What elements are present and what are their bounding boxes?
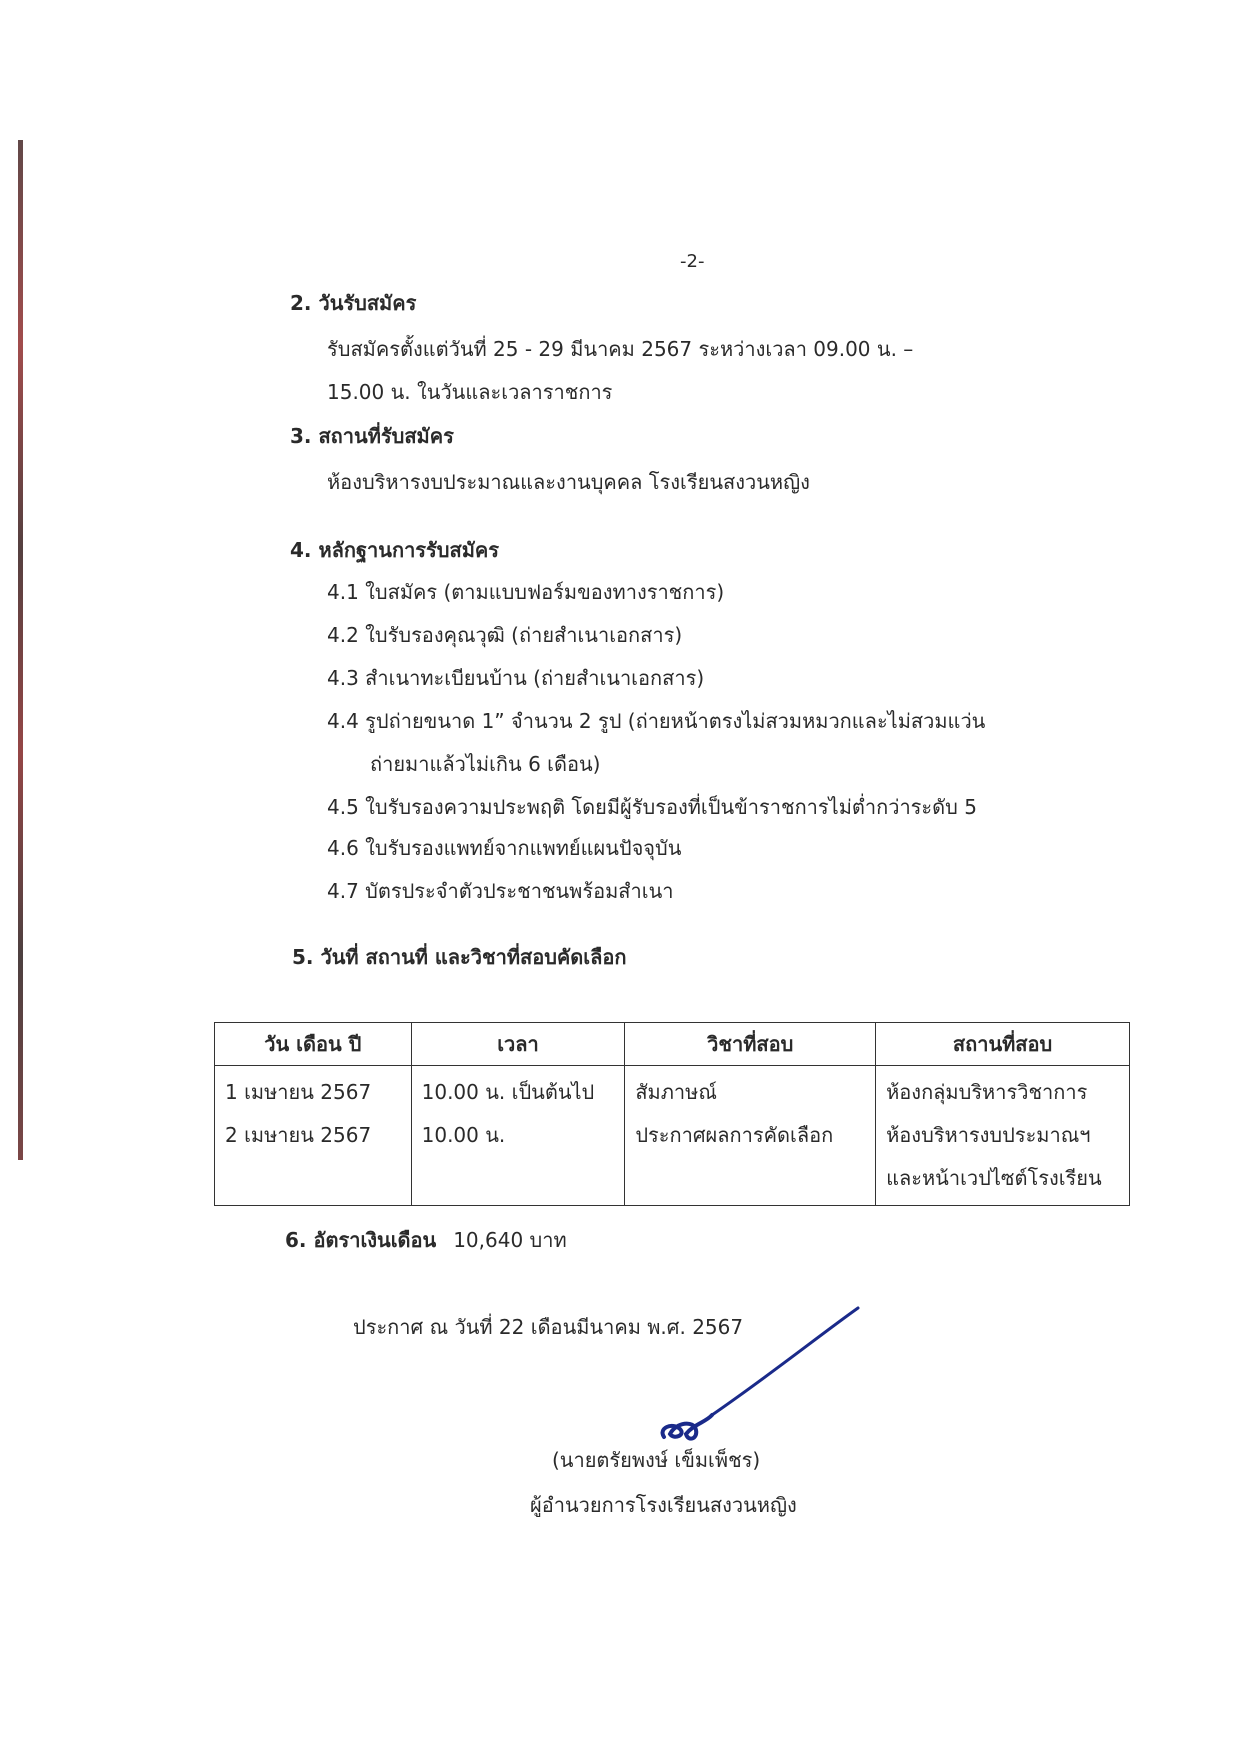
place-cell [876,1066,1130,1206]
evidence-item: 4.3 สำเนาทะเบียนบ้าน (ถ่ายสำเนาเอกสาร) [327,666,705,690]
header-place: สถานที่สอบ [876,1023,1130,1066]
section-3-heading: 3. สถานที่รับสมัคร [290,424,454,448]
header-subject: วิชาที่สอบ [625,1023,876,1066]
section-4-heading: 4. หลักฐานการรับสมัคร [290,538,499,562]
table-header-row [215,1023,1130,1066]
table-row [215,1066,1130,1206]
section-5-heading: 5. วันที่ สถานที่ และวิชาที่สอบคัดเลือก [292,945,627,969]
section-2-heading: 2. วันรับสมัคร [290,291,417,315]
signer-name: (นายตรัยพงษ์ เข็มเพ็ชร) [552,1448,761,1472]
salary-label: 6. อัตราเงินเดือน [285,1228,437,1252]
section-3-line-1: ห้องบริหารงบประมาณและงานบุคคล โรงเรียนสงวนหญิง [327,470,810,494]
section-2-line-2: 15.00 น. ในวันและเวลาราชการ [327,380,613,404]
time-value: 10.00 น. เป็นต้นไป [421,1080,595,1104]
evidence-item: 4.6 ใบรับรองแพทย์จากแพทย์แผนปัจจุบัน [327,836,682,860]
evidence-item: 4.5 ใบรับรองความประพฤติ โดยมีผู้รับรองที่เป็นข้าราชการไม่ต่ำกว่าระดับ 5 [327,795,977,819]
subject-cell [625,1066,876,1206]
time-value: 10.00 น. [421,1123,506,1147]
subject-value: ประกาศผลการคัดเลือก [635,1123,834,1147]
exam-schedule-table [214,1022,1130,1206]
signature-mark [650,1300,870,1450]
header-time: เวลา [411,1023,625,1066]
page-number: -2- [680,251,705,272]
time-cell [411,1066,625,1206]
date-value: 1 เมษายน 2567 [225,1080,372,1104]
section-6-heading [285,1230,567,1250]
date-cell [215,1066,412,1206]
section-2-line-1: รับสมัครตั้งแต่วันที่ 25 - 29 มีนาคม 2567 ระหว่างเวลา 09.00 น. – [327,337,914,361]
evidence-item: 4.4 รูปถ่ายขนาด 1” จำนวน 2 รูป (ถ่ายหน้าตรงไม่สวมหมวกและไม่สวมแว่น [327,709,986,733]
signer-title: ผู้อำนวยการโรงเรียนสงวนหญิง [530,1493,797,1517]
place-value: ห้องกลุ่มบริหารวิชาการ [886,1080,1088,1104]
header-date: วัน เดือน ปี [215,1023,412,1066]
evidence-item-continuation: ถ่ายมาแล้วไม่เกิน 6 เดือน) [370,752,601,776]
scan-edge-mark [18,140,23,1160]
date-value: 2 เมษายน 2567 [225,1123,372,1147]
announcement-date: ประกาศ ณ วันที่ 22 เดือนมีนาคม พ.ศ. 2567 [353,1315,744,1339]
place-value: และหน้าเวปไซต์โรงเรียน [886,1166,1102,1190]
subject-value: สัมภาษณ์ [635,1080,717,1104]
place-value: ห้องบริหารงบประมาณฯ [886,1123,1091,1147]
evidence-item: 4.7 บัตรประจำตัวประชาชนพร้อมสำเนา [327,879,674,903]
salary-value: 10,640 บาท [453,1228,567,1252]
evidence-item: 4.2 ใบรับรองคุณวุฒิ (ถ่ายสำเนาเอกสาร) [327,623,683,647]
evidence-item: 4.1 ใบสมัคร (ตามแบบฟอร์มของทางราชการ) [327,580,725,604]
